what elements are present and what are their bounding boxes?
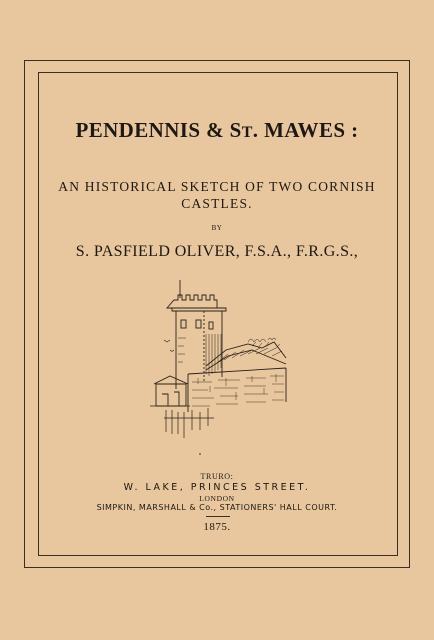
year-rule [206,516,230,517]
title-saint-abbrev: T [241,124,253,141]
publisher-line: W. LAKE, PRINCES STREET. [123,482,311,493]
by-line: BY [211,224,223,232]
publication-place: TRURO: [200,472,234,481]
castle-engraving [148,278,290,458]
london-line: LONDON [199,494,235,503]
title-main: PENDENNIS & S [75,118,242,142]
publication-year: 1875. [203,521,231,533]
title-rest: . MAWES : [252,118,359,142]
author-name: S. PASFIELD OLIVER, F.S.A., F.R.G.S., [75,243,359,260]
book-subtitle: AN HISTORICAL SKETCH OF TWO CORNISH CASTLES. [58,179,376,211]
distributor-line: SIMPKIN, MARSHALL & Co., STATIONERS' HALL COURT. [96,503,338,512]
book-title [24,118,410,143]
